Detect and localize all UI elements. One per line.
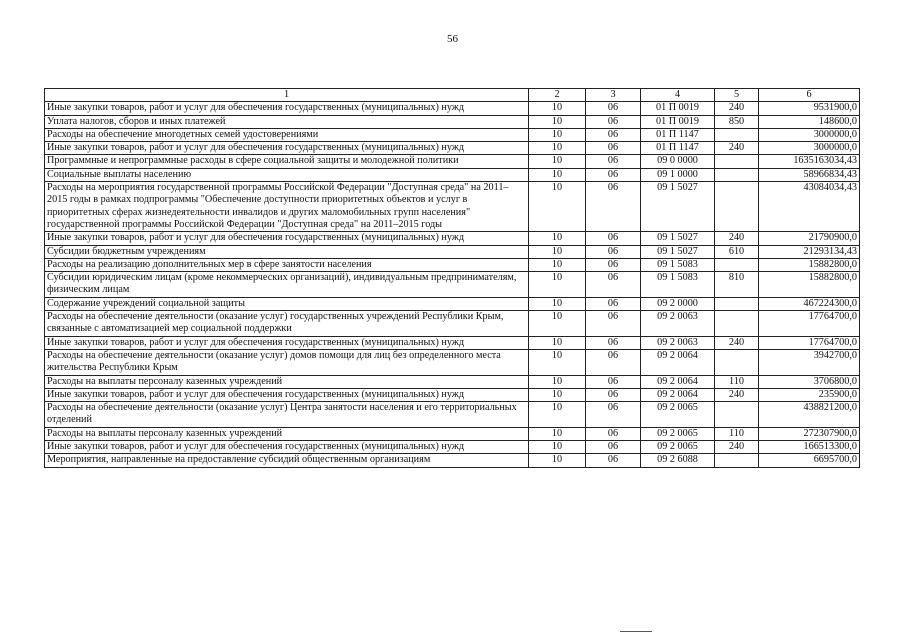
row-type-cell	[715, 297, 759, 310]
row-section-cell: 10	[529, 402, 586, 428]
row-name-cell: Иные закупки товаров, работ и услуг для обеспечения государственных (муниципальных) нужд	[45, 142, 529, 155]
row-amount-cell: 17764700,0	[759, 336, 860, 349]
row-subsection-cell: 06	[586, 402, 641, 428]
row-name-cell: Субсидии бюджетным учреждениям	[45, 245, 529, 258]
row-section-cell: 10	[529, 102, 586, 115]
row-code-cell: 09 1 5027	[641, 245, 715, 258]
row-code-cell: 09 1 5027	[641, 232, 715, 245]
row-section-cell: 10	[529, 297, 586, 310]
row-code-cell: 09 1 5027	[641, 182, 715, 232]
row-section-cell: 10	[529, 155, 586, 168]
table-row	[45, 155, 860, 168]
row-name-cell: Расходы на реализацию дополнительных мер в сфере занятости населения	[45, 258, 529, 271]
row-section-cell: 10	[529, 128, 586, 141]
row-section-cell: 10	[529, 311, 586, 337]
header-col-3: 3	[586, 89, 641, 102]
row-amount-cell: 148600,0	[759, 115, 860, 128]
row-type-cell	[715, 402, 759, 428]
row-name-cell: Социальные выплаты населению	[45, 168, 529, 181]
row-name-cell: Иные закупки товаров, работ и услуг для обеспечения государственных (муниципальных) нужд	[45, 441, 529, 454]
row-subsection-cell: 06	[586, 115, 641, 128]
row-name-cell: Расходы на обеспечение деятельности (оказание услуг) домов помощи для лиц без определенного места жительства Республики Крым	[45, 349, 529, 375]
row-type-cell	[715, 128, 759, 141]
row-name-cell: Иные закупки товаров, работ и услуг для обеспечения государственных (муниципальных) нужд	[45, 388, 529, 401]
row-amount-cell: 3706800,0	[759, 375, 860, 388]
row-type-cell	[715, 311, 759, 337]
table-row	[45, 258, 860, 271]
table-row	[45, 441, 860, 454]
row-code-cell: 01 П 1147	[641, 128, 715, 141]
row-type-cell	[715, 168, 759, 181]
table-row	[45, 142, 860, 155]
row-subsection-cell: 06	[586, 375, 641, 388]
row-section-cell: 10	[529, 375, 586, 388]
row-section-cell: 10	[529, 427, 586, 440]
row-type-cell	[715, 258, 759, 271]
row-amount-cell: 43084034,43	[759, 182, 860, 232]
row-code-cell: 09 2 6088	[641, 454, 715, 467]
row-section-cell: 10	[529, 115, 586, 128]
row-name-cell: Субсидии юридическим лицам (кроме некоммерческих организаций), индивидуальным предпринимателям, физическим лицам	[45, 272, 529, 298]
row-code-cell: 09 2 0064	[641, 349, 715, 375]
row-name-cell: Расходы на выплаты персоналу казенных учреждений	[45, 427, 529, 440]
row-code-cell: 09 0 0000	[641, 155, 715, 168]
row-code-cell: 09 2 0065	[641, 402, 715, 428]
row-code-cell: 09 2 0063	[641, 336, 715, 349]
row-amount-cell: 1635163034,43	[759, 155, 860, 168]
table-header-row	[45, 89, 860, 102]
row-amount-cell: 272307900,0	[759, 427, 860, 440]
row-amount-cell: 15882800,0	[759, 258, 860, 271]
row-name-cell: Расходы на обеспечение многодетных семей удостоверениями	[45, 128, 529, 141]
table-row	[45, 182, 860, 232]
row-amount-cell: 21293134,43	[759, 245, 860, 258]
row-name-cell: Мероприятия, направленные на предоставление субсидий общественным организациям	[45, 454, 529, 467]
row-name-cell: Уплата налогов, сборов и иных платежей	[45, 115, 529, 128]
bottom-line-mark	[620, 631, 652, 632]
row-type-cell: 240	[715, 441, 759, 454]
row-type-cell: 810	[715, 272, 759, 298]
row-section-cell: 10	[529, 454, 586, 467]
row-section-cell: 10	[529, 168, 586, 181]
row-amount-cell: 17764700,0	[759, 311, 860, 337]
row-type-cell	[715, 182, 759, 232]
row-name-cell: Содержание учреждений социальной защиты	[45, 297, 529, 310]
row-code-cell: 09 2 0000	[641, 297, 715, 310]
row-type-cell	[715, 155, 759, 168]
row-code-cell: 01 П 1147	[641, 142, 715, 155]
row-name-cell: Расходы на обеспечение деятельности (оказание услуг) Центра занятости населения и его территориальных отделений	[45, 402, 529, 428]
row-section-cell: 10	[529, 232, 586, 245]
row-amount-cell: 9531900,0	[759, 102, 860, 115]
table-row	[45, 272, 860, 298]
header-col-2: 2	[529, 89, 586, 102]
row-section-cell: 10	[529, 336, 586, 349]
row-name-cell: Программные и непрограммные расходы в сфере социальной защиты и молодежной политики	[45, 155, 529, 168]
row-subsection-cell: 06	[586, 128, 641, 141]
table-row	[45, 375, 860, 388]
row-type-cell: 110	[715, 427, 759, 440]
row-code-cell: 09 2 0064	[641, 375, 715, 388]
row-subsection-cell: 06	[586, 454, 641, 467]
row-code-cell: 09 2 0065	[641, 427, 715, 440]
row-code-cell: 09 2 0063	[641, 311, 715, 337]
row-name-cell: Иные закупки товаров, работ и услуг для обеспечения государственных (муниципальных) нужд	[45, 102, 529, 115]
row-amount-cell: 6695700,0	[759, 454, 860, 467]
table-row	[45, 168, 860, 181]
row-section-cell: 10	[529, 142, 586, 155]
row-subsection-cell: 06	[586, 232, 641, 245]
row-code-cell: 01 П 0019	[641, 115, 715, 128]
row-type-cell: 240	[715, 102, 759, 115]
row-section-cell: 10	[529, 258, 586, 271]
row-subsection-cell: 06	[586, 142, 641, 155]
row-type-cell: 240	[715, 232, 759, 245]
row-amount-cell: 3942700,0	[759, 349, 860, 375]
row-subsection-cell: 06	[586, 297, 641, 310]
row-subsection-cell: 06	[586, 245, 641, 258]
row-name-cell: Расходы на выплаты персоналу казенных учреждений	[45, 375, 529, 388]
row-subsection-cell: 06	[586, 168, 641, 181]
table-row	[45, 297, 860, 310]
row-code-cell: 09 2 0065	[641, 441, 715, 454]
table-row	[45, 388, 860, 401]
table-row	[45, 349, 860, 375]
row-code-cell: 09 1 5083	[641, 272, 715, 298]
row-subsection-cell: 06	[586, 349, 641, 375]
table-row	[45, 311, 860, 337]
budget-table	[44, 88, 860, 468]
row-subsection-cell: 06	[586, 427, 641, 440]
table-row	[45, 454, 860, 467]
row-name-cell: Расходы на мероприятия государственной программы Российской Федерации "Доступная среда" на 2011–2015 годы в рамках подпрограммы "Обеспечение доступности приоритетных объектов и услуг в приоритетных сферах жизнедеятельности инвалидов и других маломобильных групп населения" государственной программы Российской Федерации "Доступная среда" на 2011–2015 годы	[45, 182, 529, 232]
row-section-cell: 10	[529, 441, 586, 454]
row-code-cell: 01 П 0019	[641, 102, 715, 115]
row-type-cell: 850	[715, 115, 759, 128]
row-subsection-cell: 06	[586, 388, 641, 401]
row-section-cell: 10	[529, 272, 586, 298]
table-row	[45, 245, 860, 258]
table-row	[45, 427, 860, 440]
row-name-cell: Иные закупки товаров, работ и услуг для обеспечения государственных (муниципальных) нужд	[45, 232, 529, 245]
row-amount-cell: 3000000,0	[759, 128, 860, 141]
header-col-1: 1	[45, 89, 529, 102]
row-amount-cell: 15882800,0	[759, 272, 860, 298]
row-type-cell: 610	[715, 245, 759, 258]
row-section-cell: 10	[529, 388, 586, 401]
row-subsection-cell: 06	[586, 102, 641, 115]
table-row	[45, 336, 860, 349]
table-row	[45, 402, 860, 428]
row-section-cell: 10	[529, 245, 586, 258]
row-code-cell: 09 1 0000	[641, 168, 715, 181]
row-subsection-cell: 06	[586, 311, 641, 337]
header-col-4: 4	[641, 89, 715, 102]
row-type-cell: 240	[715, 336, 759, 349]
table-body	[45, 102, 860, 467]
row-amount-cell: 58966834,43	[759, 168, 860, 181]
row-subsection-cell: 06	[586, 182, 641, 232]
row-subsection-cell: 06	[586, 155, 641, 168]
row-amount-cell: 21790900,0	[759, 232, 860, 245]
row-amount-cell: 467224300,0	[759, 297, 860, 310]
row-type-cell: 240	[715, 388, 759, 401]
row-subsection-cell: 06	[586, 441, 641, 454]
page-number: 56	[447, 33, 458, 45]
row-type-cell: 240	[715, 142, 759, 155]
table-row	[45, 232, 860, 245]
row-subsection-cell: 06	[586, 336, 641, 349]
row-name-cell: Иные закупки товаров, работ и услуг для обеспечения государственных (муниципальных) нужд	[45, 336, 529, 349]
header-col-6: 6	[759, 89, 860, 102]
row-type-cell	[715, 454, 759, 467]
row-type-cell	[715, 349, 759, 375]
row-type-cell: 110	[715, 375, 759, 388]
row-code-cell: 09 2 0064	[641, 388, 715, 401]
row-code-cell: 09 1 5083	[641, 258, 715, 271]
row-subsection-cell: 06	[586, 272, 641, 298]
row-section-cell: 10	[529, 349, 586, 375]
table-row	[45, 128, 860, 141]
row-section-cell: 10	[529, 182, 586, 232]
row-amount-cell: 3000000,0	[759, 142, 860, 155]
row-amount-cell: 235900,0	[759, 388, 860, 401]
header-col-5: 5	[715, 89, 759, 102]
table-row	[45, 102, 860, 115]
row-amount-cell: 438821200,0	[759, 402, 860, 428]
row-name-cell: Расходы на обеспечение деятельности (оказание услуг) государственных учреждений Республики Крым, связанные с автоматизацией мер социальной поддержки	[45, 311, 529, 337]
row-amount-cell: 166513300,0	[759, 441, 860, 454]
table-row	[45, 115, 860, 128]
row-subsection-cell: 06	[586, 258, 641, 271]
